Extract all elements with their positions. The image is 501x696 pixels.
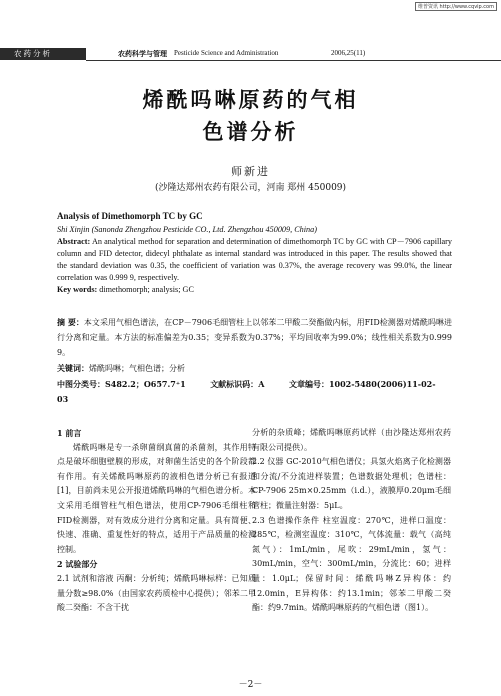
english-abstract-text: An analytical method for separation and determination of dimethomorph TC by GC with CP－7906 capillary column and FID detector, didecyl phthalate as internal standard was introduced in this paper. The results showed that the standard deviation was 0.35, the coefficient of variation was 0.37%, the average recovery was 99.0%, the linear correlation was 0.999 9, respectively. <box>57 237 452 282</box>
english-author: Shi Xinjin (Sanonda Zhengzhou Pesticide CO., Ltd. Zhengzhou 450009, China) <box>57 225 317 234</box>
section-heading-preface: 1 前言 <box>57 428 82 438</box>
english-abstract-label: Abstract: <box>57 237 91 246</box>
english-keywords-text: dimethomorph; analysis; GC <box>99 285 194 294</box>
chinese-keywords-text: 烯酰吗啉；气相色谱；分析 <box>89 364 185 373</box>
chinese-abstract-label: 摘 要： <box>57 317 84 327</box>
english-keywords <box>57 284 452 296</box>
title-line-2: 色谱分析 <box>202 120 299 144</box>
section-label: 农药分析 <box>14 49 52 58</box>
running-header <box>0 48 501 60</box>
conditions-paragraph: 2.3 色谱操作条件 柱室温度：270℃，进样口温度：285℃，检测室温度：310℃，气体流量：载气（高纯氮气）：1mL/min，尾吹：29mL/min，氢气：30mL/min，空气：300mL/min，分流比：60；进样量：1.0μL；保留时间：烯酰吗啉Z异构体：约12.0min，E异构体：约13.1min；邻苯二甲酸二癸酯：约9.7min。烯酰吗啉原药的气相色谱（图1）。 <box>252 515 451 613</box>
english-keywords-label: Key words: <box>57 285 98 294</box>
section-label-bar <box>0 48 86 60</box>
chinese-abstract <box>57 315 452 360</box>
document-code <box>210 380 264 389</box>
section-heading-experiment: 2 试验部分 <box>57 559 98 570</box>
reagents-paragraph: 2.1 试剂和溶液 丙酮：分析纯；烯酰吗啉标样：已知质量分数≥98.0%（由国家农药质检中心提供）；邻苯二甲酸二癸酯：不含干扰 <box>57 573 256 613</box>
journal-volume: 2006,25(11) <box>331 49 366 57</box>
clc-label: 中图分类号： <box>57 379 105 389</box>
clc-value: S482.2；O657.7⁺1 <box>105 379 186 389</box>
body-column-left <box>57 426 256 616</box>
journal-name-cn: 农药科学与管理 <box>118 50 167 58</box>
chinese-abstract-text: 本文采用气相色谱法，在CP－7906毛细管柱上以邻苯二甲酸二癸酯做内标，用FID检测器对烯酰吗啉进行分离和定量。本方法的标准偏差为0.35；变异系数为0.37%；平均回收率为99.0%；线性相关系数为0.999 9。 <box>57 318 452 357</box>
document-code-value: A <box>258 379 265 389</box>
article-number-value: 1002-5480(2006)11-02-03 <box>57 379 436 404</box>
english-abstract <box>57 236 452 284</box>
journal-name-en: Pesticide Science and Administration <box>174 49 279 57</box>
page-number: －2－ <box>238 680 263 690</box>
document-code-label: 文献标识码： <box>210 379 259 389</box>
body-column-right <box>252 426 451 616</box>
author: 师新进 <box>231 165 270 178</box>
header-rule <box>86 60 501 61</box>
clc-number <box>57 380 186 389</box>
chinese-keywords-label: 关键词： <box>57 363 89 373</box>
article-number-label: 文章编号： <box>288 379 329 389</box>
english-title: Analysis of Dimethomorph TC by GC <box>57 211 203 221</box>
watermark: 维普资讯 http://www.cqvip.com <box>415 2 497 11</box>
chinese-keywords <box>57 361 452 376</box>
affiliation: (沙隆达郑州农药有限公司，河南 郑州 450009) <box>154 183 347 193</box>
instruments-paragraph: 2.2 仪器 GC-2010气相色谱仪；具氢火焰离子化检测器和分流/不分流进样装置；色谱数据处理机；色谱柱：CP-7906 25m×0.25mm（i.d.），液膜厚0.20μm毛细管柱；微量注射器：5μL。 <box>252 457 451 510</box>
preface-paragraph: 烯酰吗啉是专一杀卵菌纲真菌的杀菌剂，其作用特点是破坏细胞壁膜的形成，对卵菌生活史的各个阶段都有作用。有关烯酰吗啉原药的液相色谱分析已有报道[1]，目前尚未见公开报道烯酰吗啉的气相色谱分析。本文采用毛细管柱气相色谱法，使用CP-7906毛细柱和FID检测器，对有效成分进行分离和定量。具有简便、快速、准确、重复性好的特点，适用于产品质量的检测控制。 <box>57 442 256 554</box>
title-line-1: 烯酰吗啉原药的气相 <box>142 88 359 112</box>
classification-line <box>57 377 452 407</box>
reagents-continued: 分析的杂质峰；烯酰吗啉原药试样（由沙隆达郑州农药有限公司提供）。 <box>252 428 451 452</box>
